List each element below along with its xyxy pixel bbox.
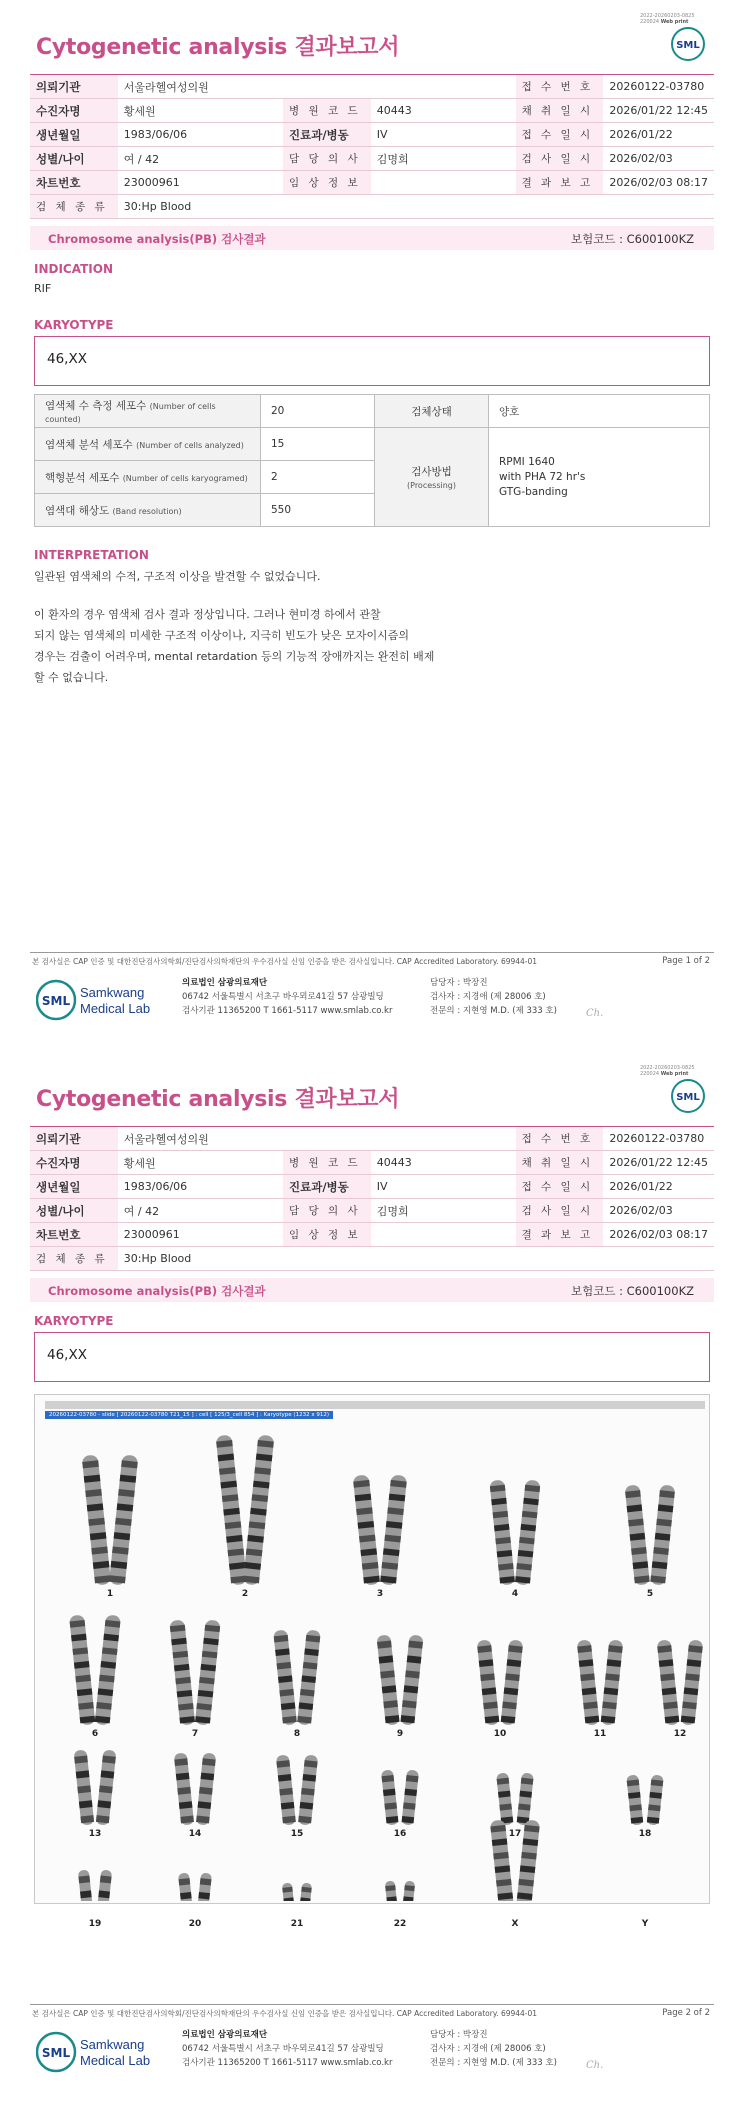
band-resolution-value: 550 [261, 494, 375, 527]
svg-text:Medical Lab: Medical Lab [80, 2053, 151, 2068]
value-doctor: 김명희 [371, 1199, 516, 1223]
label-test-date: 검 사 일 시 [516, 147, 604, 171]
print-code: 2022-20260203-0825 220024 Web print [640, 1065, 695, 1077]
staff-info: 담당자 : 박장진 검사자 : 지경애 (제 28006 호) 전문의 : 지현영 M.D. (제 333 호) [430, 2030, 557, 2068]
value-test-date: 2026/02/03 [603, 147, 714, 171]
cells-analyzed-label: 염색체 분석 세포수 (Number of cells analyzed) [35, 428, 261, 461]
value-clinical-info [371, 171, 516, 195]
footer-divider [30, 2004, 714, 2005]
method-value: RPMI 1640 with PHA 72 hr's GTG-banding [489, 428, 710, 527]
chromosome-label: 14 [188, 1829, 202, 1839]
cells-karyogramed-label: 핵형분석 세포수 (Number of cells karyogramed) [35, 461, 261, 494]
value-birth-date: 1983/06/06 [118, 1175, 283, 1199]
label-patient-name: 수진자명 [30, 99, 118, 123]
label-institution: 의뢰기관 [30, 75, 118, 99]
chromosome-pair-2 [216, 1435, 275, 1586]
label-birth-date: 생년월일 [30, 123, 118, 147]
results-section-bar [30, 226, 714, 250]
accreditation-note: 본 검사실은 CAP 인증 및 대한진단검사의학회/진단검사의학재단의 우수검사실 신임 인증을 받은 검사실입니다. CAP Accredited Laboratory. 69944-01 [32, 957, 538, 966]
value-receipt-date: 2026/01/22 [603, 1175, 714, 1199]
cells-counted-label: 염색체 수 측정 세포수 (Number of cells counted) [35, 395, 261, 428]
chromosome-pair-7 [169, 1620, 220, 1726]
chromosome-pair-5 [625, 1484, 676, 1585]
label-result-report: 결 과 보 고 [516, 171, 604, 195]
signature: Ch. [586, 2060, 604, 2071]
chromosome-label: X [511, 1919, 519, 1929]
samkwang-logo-icon [36, 2030, 166, 2074]
chromosome-label: 9 [396, 1729, 404, 1739]
value-department: IV [371, 123, 516, 147]
label-institution: 의뢰기관 [30, 1127, 118, 1151]
label-test-date: 검 사 일 시 [516, 1199, 604, 1223]
label-clinical-info: 임 상 정 보 [283, 171, 371, 195]
chromosome-label: 13 [88, 1829, 102, 1839]
sml-logo-icon [670, 1078, 706, 1114]
chromosome-pair-6 [69, 1615, 121, 1726]
value-sex-age: 여 / 42 [118, 147, 283, 171]
specimen-state-value: 양호 [489, 395, 710, 428]
karyotype-result: 46,XX [34, 1332, 710, 1382]
chromosome-pair-1 [82, 1455, 139, 1586]
label-hospital-code: 병 원 코 드 [283, 99, 371, 123]
cells-analyzed-value: 15 [261, 428, 375, 461]
karyotype-heading: KARYOTYPE [34, 318, 114, 332]
interpretation-heading: INTERPRETATION [34, 548, 149, 562]
label-department: 진료과/병동 [283, 1175, 371, 1199]
chromosome-pair-9 [376, 1635, 423, 1726]
label-specimen-type: 검 체 종 류 [30, 1247, 118, 1271]
chromosome-pair-14 [174, 1753, 217, 1826]
karyogram-header: 20260122-03780 - slide [ 20260122-03780 T21_15 ] : cell [ 125/3_cell 854 ] : Karyotype (1232 x 912) [45, 1401, 705, 1409]
value-specimen-type: 30:Hp Blood [118, 1247, 714, 1271]
label-receipt-no: 접 수 번 호 [516, 75, 604, 99]
chromosome-pair-15 [276, 1755, 318, 1826]
svg-text:SML: SML [676, 1092, 700, 1103]
value-collection-date: 2026/01/22 12:45 [603, 99, 714, 123]
value-specimen-type: 30:Hp Blood [118, 195, 714, 219]
value-patient-name: 황세원 [118, 1151, 283, 1175]
label-receipt-date: 접 수 일 시 [516, 1175, 604, 1199]
chromosome-label: 21 [290, 1919, 304, 1929]
chromosome-label: 19 [88, 1919, 102, 1929]
value-hospital-code: 40443 [371, 99, 516, 123]
value-result-report: 2026/02/03 08:17 [603, 1223, 714, 1247]
insurance-code: 보험코드 : C600100KZ [571, 232, 694, 246]
chromosome-pair-22 [385, 1881, 415, 1901]
chromosome-pair-19 [78, 1870, 112, 1901]
label-doctor: 담 당 의 사 [283, 1199, 371, 1223]
label-collection-date: 채 취 일 시 [516, 1151, 604, 1175]
label-specimen-type: 검 체 종 류 [30, 195, 118, 219]
specimen-state-label: 검체상태 [375, 395, 489, 428]
svg-text:SML: SML [41, 994, 71, 1008]
indication-heading: INDICATION [34, 262, 113, 276]
print-code: 2022-20260203-0825 220024 Web print [640, 13, 695, 25]
chromosome-label: 7 [191, 1729, 199, 1739]
svg-text:Samkwang: Samkwang [80, 985, 145, 1000]
label-receipt-no: 접 수 번 호 [516, 1127, 604, 1151]
chromosome-label: Y [641, 1919, 649, 1929]
report-title: Cytogenetic analysis 결과보고서 [36, 1087, 400, 1112]
value-patient-name: 황세원 [118, 99, 283, 123]
cell-count-table [34, 394, 710, 527]
chromosome-pair-21 [282, 1883, 312, 1901]
chromosome-pair-3 [353, 1474, 408, 1585]
org-info: 의료법인 삼광의료재단 06742 서울특별시 서초구 바우뫼로41길 57 삼광빌딩 검사기관 11365200 T 1661-5117 www.smlab.co.kr [182, 978, 393, 1016]
indication-text: RIF [34, 282, 52, 295]
svg-text:SML: SML [676, 40, 700, 51]
staff-info: 담당자 : 박장진 검사자 : 지경애 (제 28006 호) 전문의 : 지현영 M.D. (제 333 호) [430, 978, 557, 1016]
page-number: Page 2 of 2 [662, 2008, 710, 2018]
chromosome-label: 6 [91, 1729, 99, 1739]
value-receipt-no: 20260122-03780 [603, 75, 714, 99]
samkwang-logo [36, 978, 166, 1022]
sml-logo-icon [670, 26, 706, 62]
svg-text:Samkwang: Samkwang [80, 2037, 145, 2052]
cells-karyogramed-value: 2 [261, 461, 375, 494]
chromosome-label: 22 [393, 1919, 407, 1929]
method-label: 검사방법 (Processing) [375, 428, 489, 527]
chromosome-pair-10 [477, 1640, 524, 1726]
chromosome-pair-18 [626, 1775, 664, 1826]
chromosome-label: 2 [241, 1589, 249, 1599]
svg-text:SML: SML [41, 2046, 71, 2060]
patient-info-table [30, 74, 714, 219]
chromosome-label: 15 [290, 1829, 304, 1839]
insurance-code: 보험코드 : C600100KZ [571, 1284, 694, 1298]
value-test-date: 2026/02/03 [603, 1199, 714, 1223]
chromosome-label: 11 [593, 1729, 607, 1739]
label-sex-age: 성별/나이 [30, 147, 118, 171]
interpretation-summary: 일관된 염색체의 수적, 구조적 이상을 발견할 수 없었습니다. [34, 570, 321, 583]
chromosome-label: 5 [646, 1589, 654, 1599]
chromosome-label: 10 [493, 1729, 507, 1739]
label-department: 진료과/병동 [283, 123, 371, 147]
chromosome-pair-17 [496, 1773, 534, 1826]
label-result-report: 결 과 보 고 [516, 1223, 604, 1247]
chromosome-pair-20 [178, 1873, 212, 1901]
report-title: Cytogenetic analysis 결과보고서 [36, 35, 400, 60]
karyogram-image [34, 1394, 710, 1929]
signature: Ch. [586, 1008, 604, 1019]
chromosome-pair-13 [74, 1750, 117, 1826]
value-chart-no: 23000961 [118, 1223, 283, 1247]
label-patient-name: 수진자명 [30, 1151, 118, 1175]
chromosome-pair-8 [273, 1630, 321, 1726]
label-collection-date: 채 취 일 시 [516, 99, 604, 123]
value-department: IV [371, 1175, 516, 1199]
label-sex-age: 성별/나이 [30, 1199, 118, 1223]
chromosome-label: 8 [293, 1729, 301, 1739]
chromosome-label: 4 [511, 1589, 519, 1599]
section-title: Chromosome analysis(PB) 검사결과 [48, 232, 266, 246]
band-resolution-label: 염색대 해상도 (Band resolution) [35, 494, 261, 527]
value-hospital-code: 40443 [371, 1151, 516, 1175]
value-collection-date: 2026/01/22 12:45 [603, 1151, 714, 1175]
chromosome-pair-16 [381, 1770, 419, 1826]
org-info: 의료법인 삼광의료재단 06742 서울특별시 서초구 바우뫼로41길 57 삼광빌딩 검사기관 11365200 T 1661-5117 www.smlab.co.kr [182, 2030, 393, 2068]
value-clinical-info [371, 1223, 516, 1247]
footer-divider [30, 952, 714, 953]
cells-counted-value: 20 [261, 395, 375, 428]
section-title: Chromosome analysis(PB) 검사결과 [48, 1284, 266, 1298]
value-institution: 서울라헬여성의원 [118, 1127, 516, 1151]
label-receipt-date: 접 수 일 시 [516, 123, 604, 147]
results-section-bar [30, 1278, 714, 1302]
chromosome-pair-4 [489, 1480, 540, 1586]
chromosome-pair-11 [577, 1640, 624, 1726]
svg-text:Medical Lab: Medical Lab [80, 1001, 151, 1016]
label-chart-no: 차트번호 [30, 171, 118, 195]
label-hospital-code: 병 원 코 드 [283, 1151, 371, 1175]
chromosome-label: 18 [638, 1829, 652, 1839]
chromosome-label: 16 [393, 1829, 407, 1839]
label-chart-no: 차트번호 [30, 1223, 118, 1247]
value-receipt-date: 2026/01/22 [603, 123, 714, 147]
karyotype-heading: KARYOTYPE [34, 1314, 114, 1328]
value-result-report: 2026/02/03 08:17 [603, 171, 714, 195]
karyogram-chromosomes [35, 1411, 711, 1901]
samkwang-logo-icon [36, 978, 166, 1022]
label-clinical-info: 임 상 정 보 [283, 1223, 371, 1247]
value-chart-no: 23000961 [118, 171, 283, 195]
chromosome-label: 12 [673, 1729, 687, 1739]
patient-info-table [30, 1126, 714, 1271]
samkwang-logo [36, 2030, 166, 2074]
label-doctor: 담 당 의 사 [283, 147, 371, 171]
accreditation-note: 본 검사실은 CAP 인증 및 대한진단검사의학회/진단검사의학재단의 우수검사실 신임 인증을 받은 검사실입니다. CAP Accredited Laboratory. 69944-01 [32, 2009, 538, 2018]
chromosome-label: 20 [188, 1919, 202, 1929]
chromosome-label: 1 [106, 1589, 114, 1599]
chromosome-label: 3 [376, 1589, 384, 1599]
chromosome-label: 17 [508, 1829, 522, 1839]
value-institution: 서울라헬여성의원 [118, 75, 516, 99]
value-sex-age: 여 / 42 [118, 1199, 283, 1223]
interpretation-detail: 이 환자의 경우 염색체 검사 결과 정상입니다. 그러나 현미경 하에서 관찰 되지 않는 염색체의 미세한 구조적 이상이나, 지극히 빈도가 낮은 모자이시즘의 경우는 검출이 어려우며, mental retardation 등의 기능적 장애까지는 완전히 배제 할 수 없습니다. [34, 608, 435, 684]
label-birth-date: 생년월일 [30, 1175, 118, 1199]
value-receipt-no: 20260122-03780 [603, 1127, 714, 1151]
value-birth-date: 1983/06/06 [118, 123, 283, 147]
chromosome-pair-12 [657, 1640, 704, 1726]
value-doctor: 김명희 [371, 147, 516, 171]
page-number: Page 1 of 2 [662, 956, 710, 966]
karyotype-result: 46,XX [34, 336, 710, 386]
